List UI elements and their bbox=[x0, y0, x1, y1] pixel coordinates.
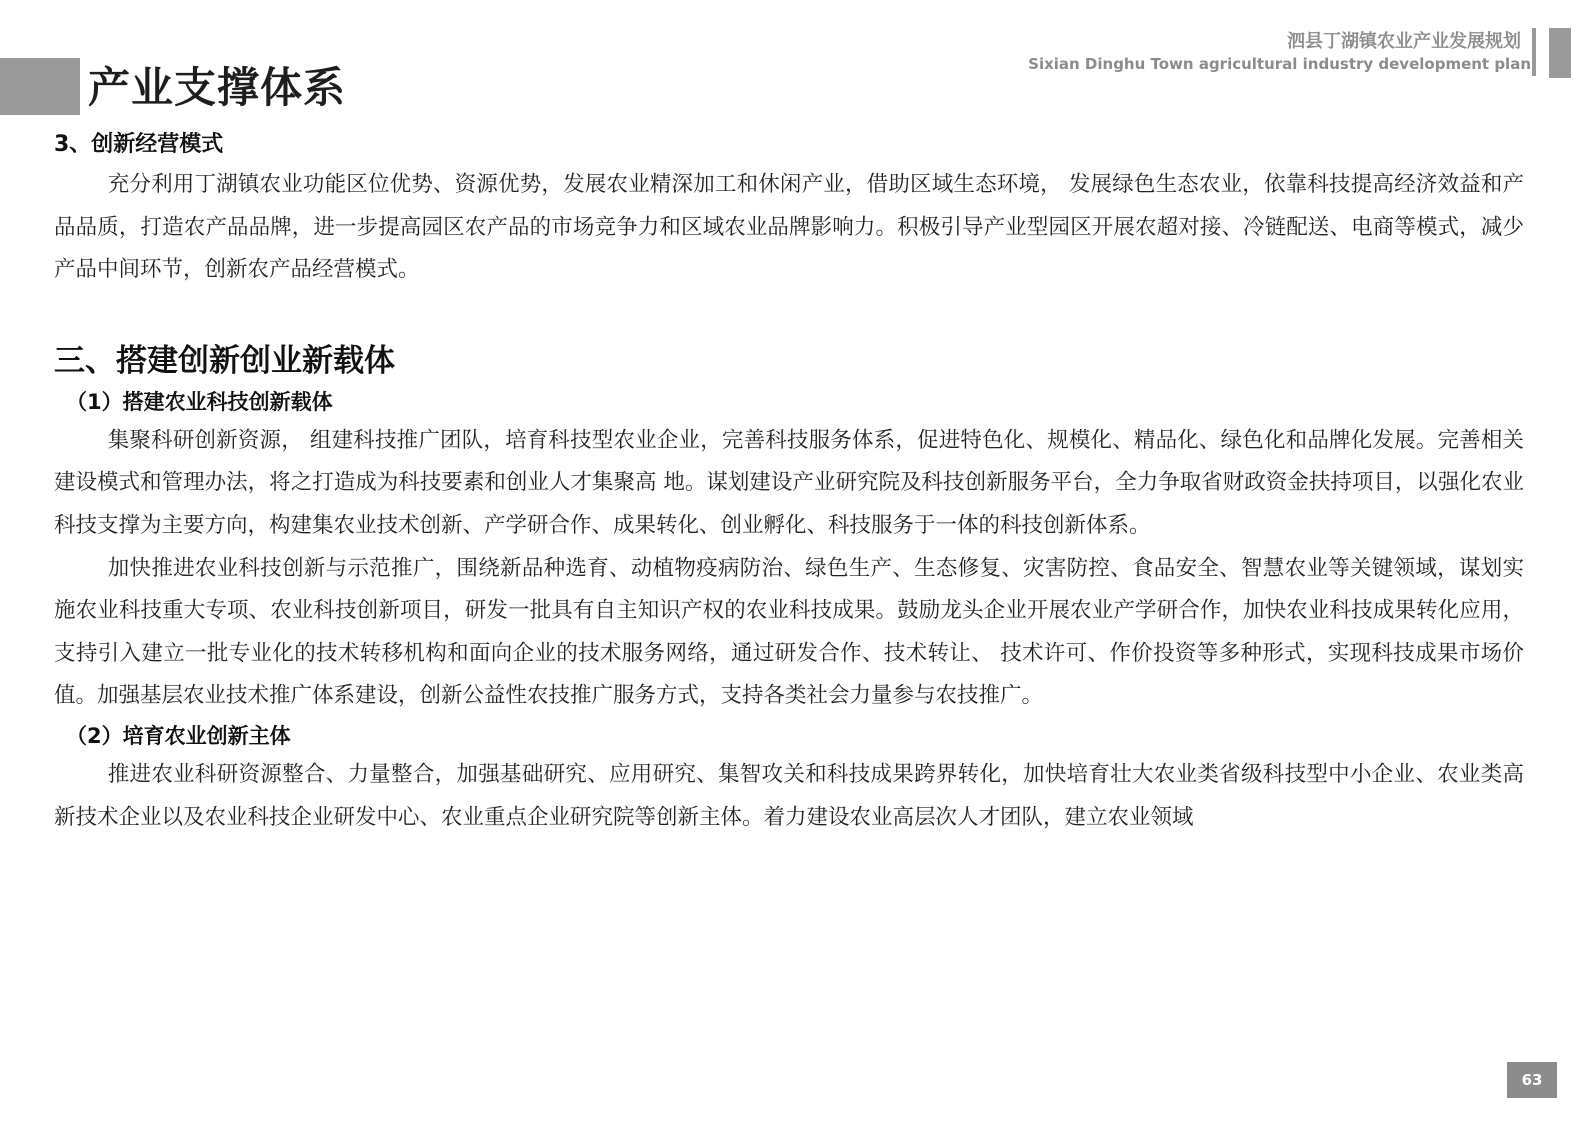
paragraph-innovation-entities: 推进农业科研资源整合、力量整合，加强基础研究、应用研究、集智攻关和科技成果跨界转化，加快培育壮大农业类省级科技型中小企业、农业类高新技术企业以及农业科技企业研发中心、农业重点企业研究院等创新主体。着力建设农业高层次人才团队，建立农业领域 bbox=[54, 761, 1524, 830]
paragraph-tech-carrier-1: 集聚科研创新资源， 组建科技推广团队，培育科技型农业企业，完善科技服务体系，促进特色化、规模化、精品化、绿色化和品牌化发展。完善相关建设模式和管理办法，将之打造成为科技要素和创业人才集聚高 地。谋划建设产业研究院及科技创新服务平台，全力争取省财政资金扶持项目，以强化农业科技支撑为主要方向，构建集农业技术创新、产学研合作、成果转化、创业孵化、科技服务于一体的科技创新体系。 bbox=[54, 427, 1524, 538]
paragraph-tech-carrier-2: 加快推进农业科技创新与示范推广，围绕新品种选育、动植物疫病防治、绿色生产、生态修复、灾害防控、食品安全、智慧农业等关键领域，谋划实施农业科技重大专项、农业科技创新项目，研发一批具有自主知识产权的农业科技成果。鼓励龙头企业开展农业产学研合作，加快农业科技成果转化应用，支持引入建立一批专业化的技术转移机构和面向企业的技术服务网络，通过研发合作、技术转让、 技术许可、作价投资等多种形式，实现科技成果市场价值。加强基层农业技术推广体系建设，创新公益性农技推广服务方式，支持各类社会力量参与农技推广。 bbox=[54, 555, 1524, 709]
subheading-innovation-entities: （2）培育农业创新主体 bbox=[66, 723, 291, 748]
header-gray-block bbox=[0, 58, 80, 115]
page-number-badge: 63 bbox=[1507, 1062, 1557, 1098]
document-title-english: Sixian Dinghu Town agricultural industry development plan bbox=[1028, 55, 1531, 73]
page-title: 产业支撑体系 bbox=[88, 63, 347, 112]
main-content bbox=[54, 126, 1524, 839]
subheading-tech-innovation-carrier: （1）搭建农业科技创新载体 bbox=[66, 389, 333, 414]
header-accent-bar-thick bbox=[1549, 28, 1571, 78]
part-heading-innovation-carriers: 三、搭建创新创业新载体 bbox=[54, 342, 395, 379]
section-heading-innovative-business-model: 3、创新经营模式 bbox=[54, 132, 224, 157]
header-accent-bar-thin bbox=[1532, 28, 1536, 76]
document-title-chinese: 泗县丁湖镇农业产业发展规划 bbox=[1287, 31, 1521, 52]
paragraph-business-model: 充分利用丁湖镇农业功能区位优势、资源优势，发展农业精深加工和休闲产业，借助区域生态环境， 发展绿色生态农业，依靠科技提高经济效益和产品品质，打造农产品品牌，进一步提高园区农产品的市场竞争力和区域农业品牌影响力。积极引导产业型园区开展农超对接、冷链配送、电商等模式，减少产品中间环节，创新农产品经营模式。 bbox=[54, 172, 1524, 283]
